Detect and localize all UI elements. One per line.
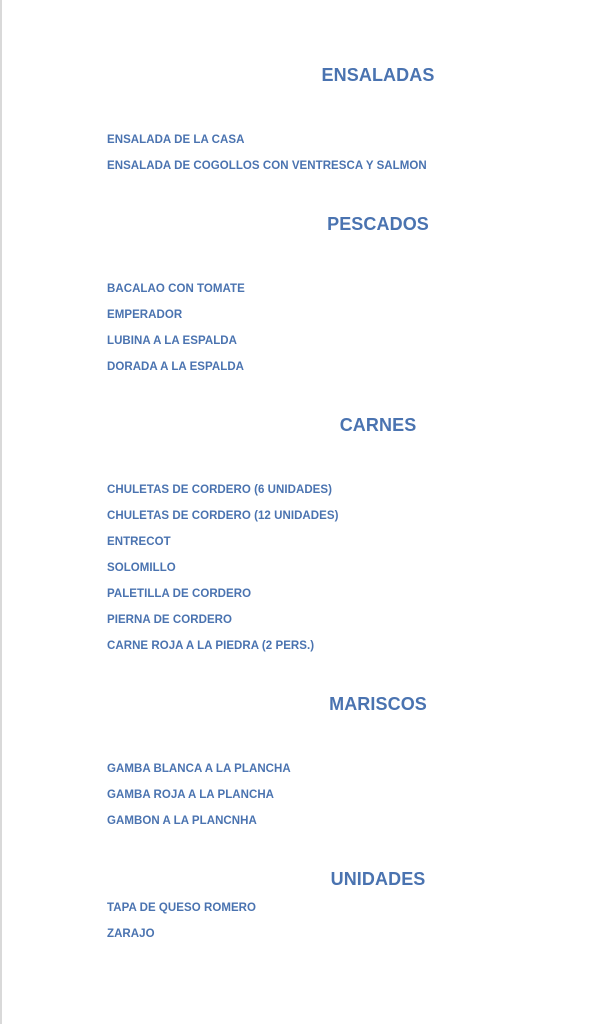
menu-item: CHULETAS DE CORDERO (12 UNIDADES) [107, 510, 339, 522]
menu-item: PIERNA DE CORDERO [107, 614, 233, 626]
menu-item: ENSALADA DE LA CASA [107, 134, 245, 146]
menu-item: GAMBA ROJA A LA PLANCHA [107, 789, 275, 801]
section-heading-mariscos: MARISCOS [329, 694, 427, 714]
menu-item: ZARAJO [107, 928, 155, 940]
menu-item: ENTRECOT [107, 536, 171, 548]
menu-item: SOLOMILLO [107, 562, 176, 574]
menu-item: CARNE ROJA A LA PIEDRA (2 PERS.) [107, 640, 315, 652]
section-heading-carnes: CARNES [339, 415, 417, 435]
section-heading-pescados: PESCADOS [327, 214, 429, 234]
menu-item: EMPERADOR [107, 309, 183, 321]
menu-item: GAMBON A LA PLANCNHA [107, 815, 257, 827]
section-heading-ensaladas: ENSALADAS [321, 65, 435, 85]
menu-item: CHULETAS DE CORDERO (6 UNIDADES) [107, 484, 333, 496]
menu-item: PALETILLA DE CORDERO [107, 588, 252, 600]
menu-item: GAMBA BLANCA A LA PLANCHA [107, 763, 291, 775]
menu-item: DORADA A LA ESPALDA [107, 361, 245, 373]
menu-item: BACALAO CON TOMATE [107, 283, 245, 295]
menu-item: ENSALADA DE COGOLLOS CON VENTRESCA Y SALMON [107, 160, 427, 172]
section-heading-unidades: UNIDADES [330, 869, 426, 889]
menu-item: LUBINA A LA ESPALDA [107, 335, 237, 347]
page-edge [0, 0, 2, 1024]
menu-item: TAPA DE QUESO ROMERO [107, 902, 257, 914]
